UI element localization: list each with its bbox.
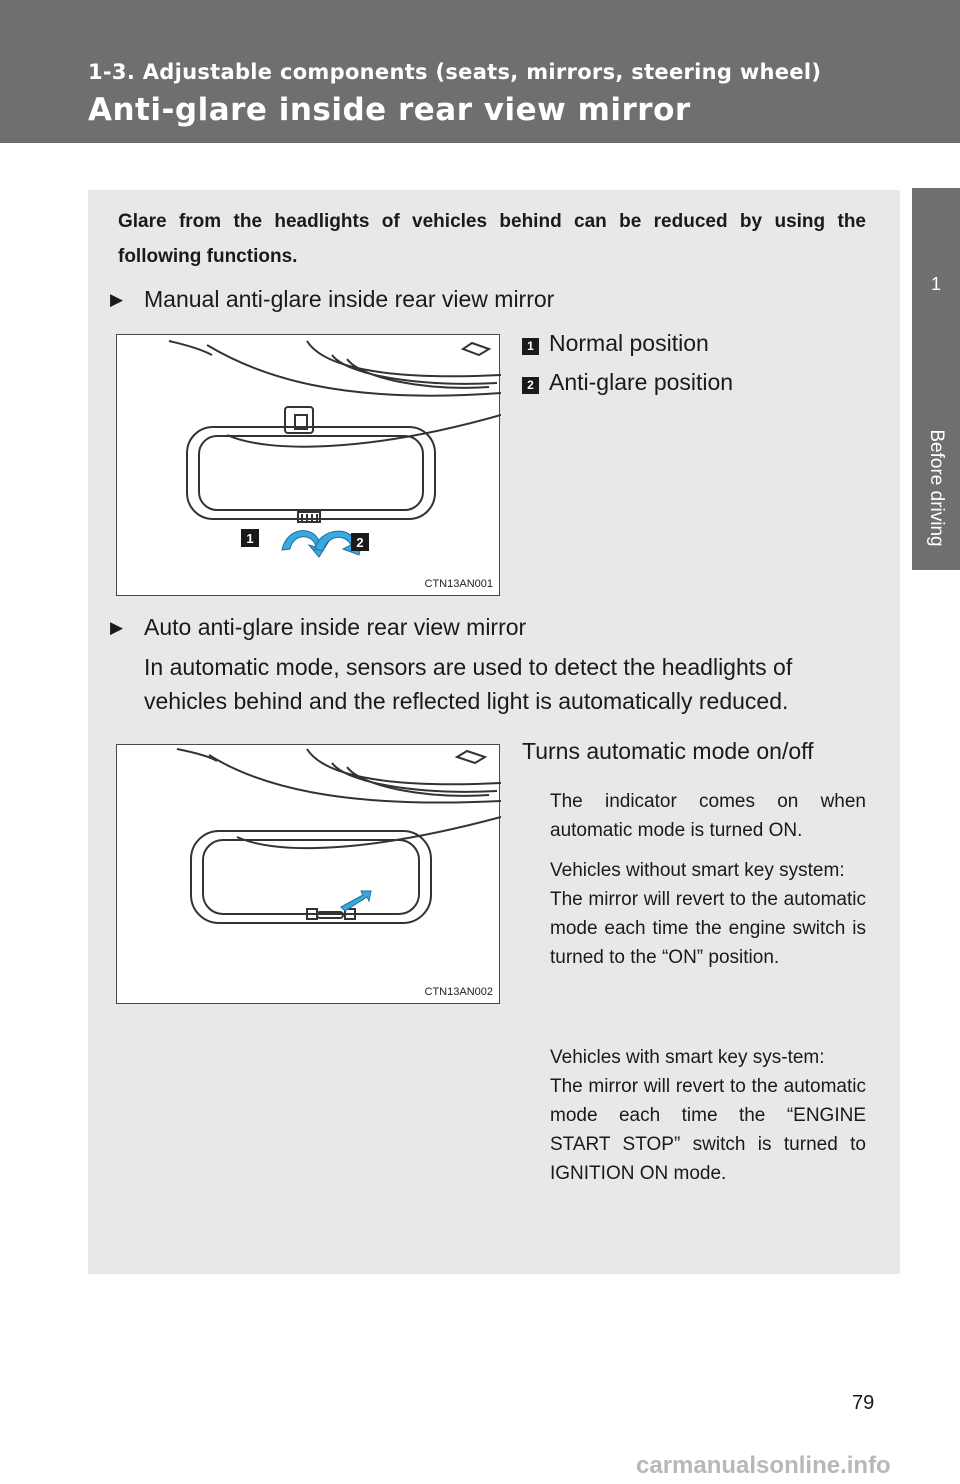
callout-normal-position: [522, 330, 709, 357]
manual-mirror-figure: [116, 334, 500, 596]
note-without-smart-key: Vehicles without smart key system: The mirror will revert to the automatic mode each time the engine switch is turned to the “ON” position.: [550, 860, 866, 968]
manual-mirror-illustration: [117, 335, 501, 597]
auto-mode-callout-title: Turns automatic mode on/off: [522, 738, 814, 764]
callout-anti-glare-position: [522, 369, 733, 396]
auto-mirror-figure: [116, 744, 500, 1004]
callout-label: Anti-glare position: [549, 369, 734, 395]
number-badge-icon: 1: [522, 338, 539, 355]
auto-mirror-illustration: [117, 745, 501, 1005]
page-title: Anti-glare inside rear view mirror: [88, 92, 691, 128]
chapter-number: 1: [930, 274, 941, 294]
svg-text:1: 1: [246, 531, 254, 546]
note-with-smart-key: Vehicles with smart key sys-tem: The mirror will revert to the automatic mode each time the “ENGINE START STOP” switch is turned to IGNITION ON mode.: [550, 1047, 866, 1184]
svg-text:2: 2: [356, 535, 364, 550]
page-number: 79: [852, 1392, 875, 1414]
intro-text: Glare from the headlights of vehicles behind can be reduced by using the following functions.: [118, 211, 866, 267]
section-title: 1-3. Adjustable components (seats, mirrors, steering wheel): [88, 60, 822, 84]
auto-mirror-description: In automatic mode, sensors are used to detect the headlights of vehicles behind and the reflected light is automatically reduced.: [144, 654, 793, 714]
bullet-arrow-icon: ▶: [110, 618, 124, 637]
header-bar: [0, 0, 960, 143]
bullet-arrow-icon: ▶: [110, 290, 124, 309]
chapter-tab[interactable]: [912, 188, 960, 570]
figure-code: CTN13AN002: [424, 986, 493, 998]
manual-mirror-heading-text: Manual anti-glare inside rear view mirror: [144, 286, 555, 312]
auto-mirror-heading: [110, 614, 526, 641]
number-badge-icon: 2: [522, 377, 539, 394]
callout-label: Normal position: [549, 330, 709, 356]
auto-mirror-heading-text: Auto anti-glare inside rear view mirror: [144, 614, 527, 640]
watermark: carmanualsonline.info: [636, 1452, 891, 1479]
chapter-name: Before driving: [926, 429, 947, 547]
note-indicator: The indicator comes on when automatic mode is turned ON.: [550, 791, 866, 841]
manual-mirror-heading: [110, 286, 554, 313]
figure-code: CTN13AN001: [424, 578, 493, 590]
